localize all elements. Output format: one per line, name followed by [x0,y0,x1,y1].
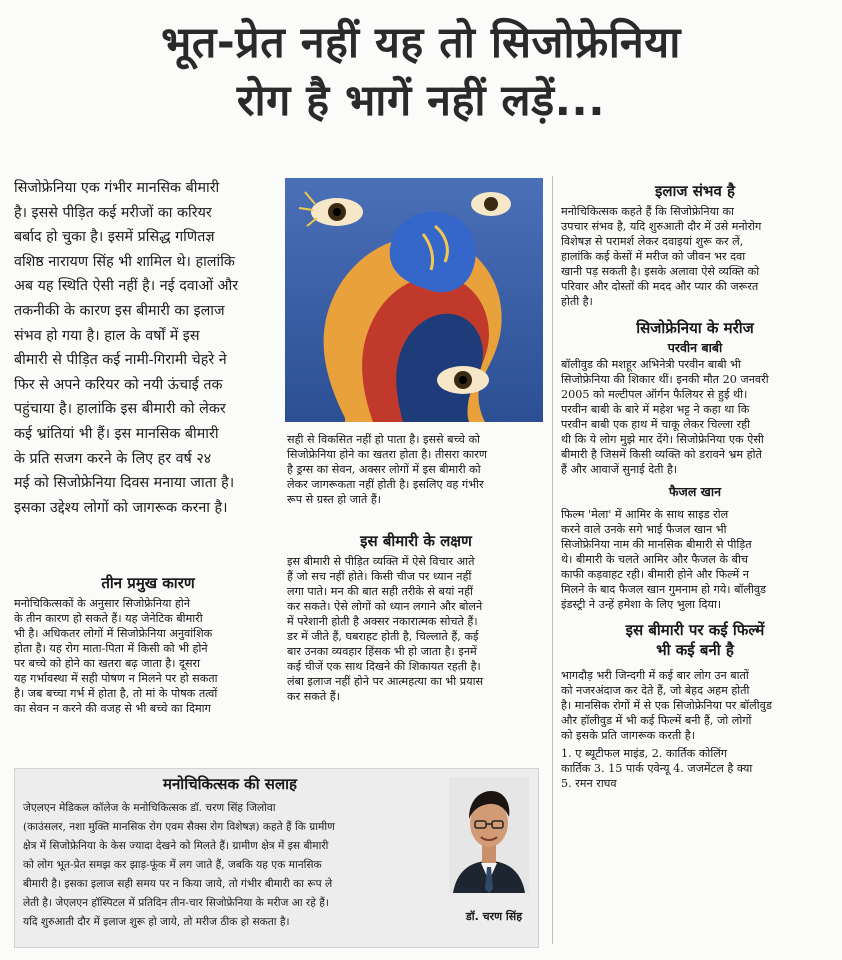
treatment-line: उपचार संभव है, यदि शुरुआती दौर में उसे मनोरोग [561,220,762,233]
treatment-line: होती है। [561,295,593,308]
faizal-line: इंडस्ट्री ने उन्हें हमेशा के लिए भुला दिया। [561,598,722,611]
films-line: और हॉलीवुड में भी कई फिल्में बनी हैं, जो लोगों [561,714,752,727]
symptoms-line: कई चीजें एक साथ दिखने की शिकायत रहती है। [287,660,481,673]
causes-line: यह गर्भावस्था में सही पोषण न मिलने पर हो सकता [14,672,218,685]
parveen-line: बॉलीवुड की मशहूर अभिनेत्री परवीन बाबी भी [561,358,741,371]
intro-line: सिजोफ्रेनिया एक गंभीर मानसिक बीमारी [14,180,220,196]
advice-line: बीमारी है। इसका इलाज सही समय पर न किया जाये, तो गंभीर बीमारी का रूप ले [23,878,333,890]
intro-line: बीमारी से पीड़ित कई नामी-गिरामी चेहरे ने [14,352,227,369]
advice-paragraph [23,799,445,932]
middle-line: है ड्रग्स का सेवन, अक्सर लोगों में इस बीमारी को [287,463,481,476]
intro-line: है। इससे पीड़ित कई मरीजों का करियर [14,204,212,221]
advice-line: क्षेत्र में सिजोफ्रेनिया के केस ज्यादा देखने को मिलते हैं। ग्रामीण क्षेत्र में इस बीमारी [23,840,329,852]
faizal-paragraph [561,507,829,612]
middle-line: सिजोफ्रेनिया होने का खतरा होता है। तीसरा कारण [287,448,487,461]
advice-line: (काउंसलर, नशा मुक्ति मानसिक रोग एवम सैक्स रोग विशेषज्ञ) कहते हैं कि ग्रामीण [23,821,335,833]
intro-line: अब यह स्थिति ऐसी नहीं है। नई दवाओं और [14,278,239,295]
faizal-heading: फैजल खान [668,484,722,499]
advice-line: जेएलएन मेडिकल कॉलेज के मनोचिकित्सक डॉ. चरण सिंह जिलोवा [23,802,276,814]
intro-line: पहुंचाया है। हालांकि इस बीमारी को लेकर [14,401,226,418]
treatment-section [561,180,829,791]
headline [0,14,842,130]
symptoms-line: इस बीमारी से पीड़ित व्यक्ति में ऐसे विचार आते [287,555,475,568]
parveen-line: परवीन बाबी एक हाथ में चाकू लेकर चिल्ला रही [561,418,751,431]
advice-line: यदि शुरुआती दौर में इलाज शुरू हो जाये, तो मरीज ठीक हो सकता है। [23,916,290,928]
parveen-line: थी कि ये लोग मुझे मार देंगे। सिजोफ्रेनिया एक ऐसी [561,433,764,446]
films-heading [561,620,829,660]
patients-heading: सिजोफ्रेनिया के मरीज [636,319,754,337]
symptoms-line: डर में जीते हैं, घबराहट होती है, चिल्लाते हैं, कई [287,630,479,643]
causes-line: मनोचिकित्सकों के अनुसार सिजोफ्रेनिया होने [14,597,190,610]
treatment-paragraph [561,204,829,309]
faizal-line: करने वाले उनके सगे भाई फैजल खान भी [561,523,727,536]
films-line: को नजरअंदाज कर देते हैं, जो बेहद अहम होती [561,684,750,697]
treatment-line: खानी पड़ सकती है। इसके अलावा ऐसे व्यक्ति को [561,265,760,278]
parveen-line: 2005 को मल्टीपल ऑर्गन फैलियर से हुई थी। [561,388,748,401]
intro-line: के प्रति सजग करने के लिए हर वर्ष २४ [14,450,212,467]
faizal-line: मिलने के बाद फैजल खान गुमनाम हो गये। बॉलीवुड [561,583,767,596]
intro-line: इसका उद्देश्य लोगों को जागरूक करना है। [14,499,228,516]
intro-line: मई को सिजोफ्रेनिया दिवस मनाया जाता है। [14,475,235,492]
symptoms-line: हैं जो सच नहीं होते। किसी चीज पर ध्यान नहीं [287,570,472,583]
parveen-paragraph [561,357,829,477]
treatment-line: हालांकि कई केसों में मरीज को जीवन भर दवा [561,250,746,263]
causes-heading: तीन प्रमुख कारण [101,574,195,592]
causes-line: का सेवन न करने की वजह से भी बच्चे का दिमाग [14,702,211,715]
advice-heading: मनोचिकित्सक की सलाह [163,775,297,793]
parveen-line: सिजोफ्रेनिया की शिकार थीं। इनकी मौत 20 जनवरी [561,373,769,386]
parveen-line: हैं और आवाजें सुनाई देती है। [561,463,678,476]
faizal-line: थे। बीमारी के चलते आमिर और फैजल के बीच [561,553,748,566]
advice-line: लेती है। जेएलएन हॉस्पिटल में प्रतिदिन तीन-चार सिजोफ्रेनिया के मरीज आ रहे हैं। [23,897,329,909]
films-line: 5. रमन राघव [561,777,617,790]
films-line: को इसके प्रति जागरूक करती है। [561,729,695,742]
causes-line: है। जब बच्चा गर्भ में होता है, तो मां के पोषक तत्वों [14,687,218,700]
symptoms-line: बार उनका व्यवहार हिंसक भी हो जाता है। इनमें [287,645,477,658]
films-line: है। मानसिक रोगों में से एक सिजोफ्रेनिया पर बॉलीवुड [561,699,772,712]
advice-line: को लोग भूत-प्रेत समझ कर झाड़-फूंक में लग जाते हैं, जबकि यह एक मानसिक [23,859,322,871]
treatment-line: परिवार और दोस्तों की मदद और प्यार की जरूरत [561,280,759,293]
films-line: भागदौड़ भरी जिन्दगी में कई बार लोग उन बातों [561,669,749,682]
doctor-photo-caption: डॉ. चरण सिंह [465,910,523,923]
middle-line: रूप से ग्रस्त हो जाते हैं। [287,493,382,506]
symptoms-paragraph [287,554,545,704]
treatment-line: विशेषज्ञ से परामर्श लेकर दवाइयां शुरू कर लें, [561,235,744,248]
middle-line: सही से विकसित नहीं हो पाता है। इससे बच्चे को [287,433,480,446]
parveen-line: परवीन बाबी के बारे में महेश भट्ट ने कहा था कि [561,403,750,416]
films-heading-line-2: भी कई बनी है [656,641,734,659]
middle-line: लेकर जागरूकता नहीं होती है। इसलिए वह गंभीर [287,478,484,491]
symptoms-line: लगा पाते। मन की बात सही तरीके से बयां नहीं [287,585,473,598]
symptoms-line: में परेशानी होती है अक्सर नकारात्मक सोचते हैं। [287,615,478,628]
column-divider [552,176,553,944]
films-paragraph [561,668,829,791]
symptoms-line: कर सकते। ऐसे लोगों को ध्यान लगाने और बोलने [287,600,483,613]
doctor-advice-box [14,768,539,948]
intro-line: तकनीकी के कारण इस बीमारी का इलाज [14,302,225,319]
treatment-heading: इलाज संभव है [655,182,735,200]
intro-line: फिर से अपने करियर को नयी ऊंचाई तक [14,376,223,393]
intro-line: कई भ्रांतियां भी हैं। इस मानसिक बीमारी [14,425,219,442]
symptoms-section [287,530,545,704]
symptoms-heading: इस बीमारी के लक्षण [360,532,472,550]
symptoms-line: कर सकते हैं। [287,690,340,703]
symptoms-line: लंबा इलाज नहीं होने पर आत्महत्या का भी प्रयास [287,675,484,688]
films-line: 1. ए ब्यूटीफल माइंड, 2. कार्तिक कोलिंग [561,747,728,760]
intro-line: संभव हो गया है। हाल के वर्षों में इस [14,327,200,344]
doctor-photo [449,777,529,893]
headline-line-2: रोग है भागें नहीं लड़ें... [236,76,606,126]
causes-line: भी है। अधिकतर लोगों में सिजोफ्रेनिया अनुवांशिक [14,627,213,640]
intro-paragraph [14,176,284,520]
films-line: कार्तिक 3. 15 पार्क एवेन्यू 4. जजमेंटल है क्या [561,762,753,775]
schizophrenia-illustration [285,178,543,422]
parveen-line: बीमारी है जिसमें किसी व्यक्ति को डरावने भ्रम होते [561,448,762,461]
intro-line: वशिष्ठ नारायण सिंह भी शामिल थे। हालांकि [14,253,235,270]
causes-line: पर बच्चे को होने का खतरा बढ़ जाता है। दूसरा [14,657,200,670]
middle-paragraph [287,432,545,507]
headline-line-1: भूत-प्रेत नहीं यह तो सिजोफ्रेनिया [161,18,681,68]
faizal-line: सिजोफ्रेनिया नाम की मानसिक बीमारी से पीड़ित [561,538,752,551]
faizal-line: फिल्म 'मेला' में आमिर के साथ साइड रोल [561,508,729,521]
causes-paragraph [14,596,282,716]
treatment-line: मनोचिकित्सक कहते हैं कि सिजोफ्रेनिया का [561,205,735,218]
faizal-line: काफी कड़वाहट रही। बीमारी होने और फिल्में न [561,568,749,581]
parveen-heading: परवीन बाबी [667,340,723,355]
causes-section [14,572,282,716]
films-heading-line-1: इस बीमारी पर कई फिल्में [625,621,765,639]
intro-line: बर्बाद हो चुका है। इसमें प्रसिद्ध गणितज्ञ [14,229,215,246]
causes-line: के तीन कारण हो सकते हैं। यह जेनेटिक बीमारी [14,612,203,625]
causes-line: होता है। यह रोग माता-पिता में किसी को भी होने [14,642,208,655]
